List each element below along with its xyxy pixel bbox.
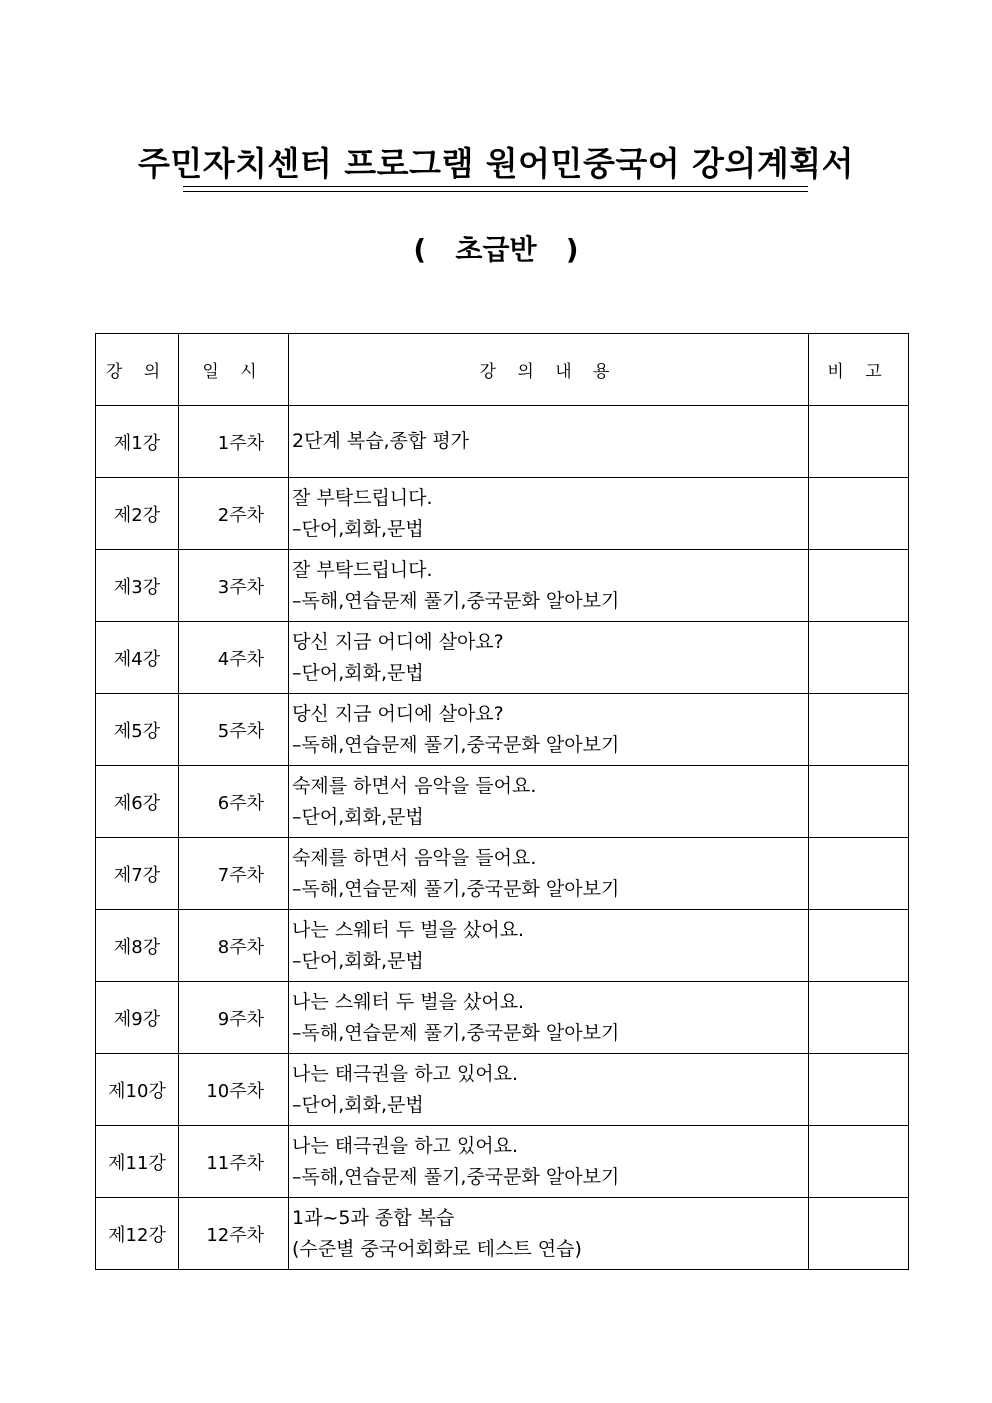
table-row	[96, 1198, 909, 1270]
lecture-content	[289, 1126, 809, 1198]
lecture-number: 제6강	[96, 766, 179, 838]
header-lecture: 강 의	[96, 334, 179, 406]
lecture-number: 제11강	[96, 1126, 179, 1198]
title-underline-secondary	[183, 191, 808, 192]
lecture-number: 제2강	[96, 478, 179, 550]
table-row	[96, 838, 909, 910]
lecture-content-line: –독해,연습문제 풀기,중국문화 알아보기	[292, 877, 620, 900]
lecture-number: 제4강	[96, 622, 179, 694]
lecture-plan-table	[95, 333, 909, 1270]
lecture-week: 3주차	[179, 550, 289, 622]
lecture-content-line: 잘 부탁드립니다.	[292, 486, 433, 509]
lecture-week: 6주차	[179, 766, 289, 838]
lecture-note	[809, 766, 909, 838]
lecture-week: 12주차	[179, 1198, 289, 1270]
title-underline	[183, 186, 808, 187]
lecture-content-line: –단어,회화,문법	[292, 805, 424, 828]
lecture-content	[289, 550, 809, 622]
lecture-week: 8주차	[179, 910, 289, 982]
lecture-content-line: 나는 태극권을 하고 있어요.	[292, 1134, 519, 1157]
lecture-content-line: –단어,회화,문법	[292, 517, 424, 540]
lecture-week: 9주차	[179, 982, 289, 1054]
header-note: 비 고	[809, 334, 909, 406]
lecture-note	[809, 1198, 909, 1270]
lecture-content-line: –독해,연습문제 풀기,중국문화 알아보기	[292, 589, 620, 612]
lecture-content	[289, 766, 809, 838]
lecture-content	[289, 1198, 809, 1270]
lecture-content-line: –독해,연습문제 풀기,중국문화 알아보기	[292, 1021, 620, 1044]
lecture-note	[809, 550, 909, 622]
lecture-content-line: 숙제를 하면서 음악을 들어요.	[292, 774, 537, 797]
lecture-content-line: –단어,회화,문법	[292, 1093, 424, 1116]
lecture-note	[809, 910, 909, 982]
lecture-note	[809, 406, 909, 478]
lecture-week: 1주차	[179, 406, 289, 478]
header-date: 일 시	[179, 334, 289, 406]
table-row	[96, 1126, 909, 1198]
lecture-content	[289, 622, 809, 694]
lecture-content-line: 당신 지금 어디에 살아요?	[292, 630, 504, 653]
table-row	[96, 766, 909, 838]
document-title: 주민자치센터 프로그램 원어민중국어 강의계획서	[138, 144, 854, 183]
lecture-content-line: –단어,회화,문법	[292, 949, 424, 972]
lecture-note	[809, 694, 909, 766]
lecture-number: 제1강	[96, 406, 179, 478]
document-subtitle: ( 초급반 )	[413, 233, 579, 266]
table-body	[96, 406, 909, 1270]
lecture-note	[809, 1126, 909, 1198]
header-content: 강 의 내 용	[289, 334, 809, 406]
lecture-content	[289, 838, 809, 910]
table-row	[96, 910, 909, 982]
lecture-content-line: 2단계 복습,종합 평가	[292, 430, 470, 452]
lecture-content	[289, 910, 809, 982]
lecture-number: 제5강	[96, 694, 179, 766]
lecture-number: 제3강	[96, 550, 179, 622]
lecture-content-line: (수준별 중국어회화로 테스트 연습)	[292, 1237, 582, 1260]
table-row	[96, 694, 909, 766]
lecture-content	[289, 694, 809, 766]
lecture-number: 제8강	[96, 910, 179, 982]
lecture-content-line: –독해,연습문제 풀기,중국문화 알아보기	[292, 733, 620, 756]
lecture-note	[809, 838, 909, 910]
lecture-week: 2주차	[179, 478, 289, 550]
table-row	[96, 478, 909, 550]
lecture-content-line: 숙제를 하면서 음악을 들어요.	[292, 846, 537, 869]
lecture-content-line: 나는 스웨터 두 벌을 샀어요.	[292, 918, 525, 941]
lecture-content	[289, 478, 809, 550]
lecture-content	[289, 982, 809, 1054]
lecture-content-line: 나는 스웨터 두 벌을 샀어요.	[292, 990, 525, 1013]
lecture-content	[289, 1054, 809, 1126]
table-row	[96, 1054, 909, 1126]
lecture-number: 제7강	[96, 838, 179, 910]
lecture-number: 제9강	[96, 982, 179, 1054]
lecture-week: 11주차	[179, 1126, 289, 1198]
lecture-content-line: 당신 지금 어디에 살아요?	[292, 702, 504, 725]
lecture-note	[809, 982, 909, 1054]
table-row	[96, 622, 909, 694]
lecture-week: 5주차	[179, 694, 289, 766]
lecture-content-line: 나는 태극권을 하고 있어요.	[292, 1062, 519, 1085]
lecture-content	[289, 406, 809, 478]
table-row	[96, 406, 909, 478]
lecture-content-line: –독해,연습문제 풀기,중국문화 알아보기	[292, 1165, 620, 1188]
lecture-week: 10주차	[179, 1054, 289, 1126]
lecture-note	[809, 478, 909, 550]
table-row	[96, 982, 909, 1054]
table-header-row	[96, 334, 909, 406]
table-row	[96, 550, 909, 622]
lecture-note	[809, 622, 909, 694]
lecture-content-line: 1과~5과 종합 복습	[292, 1206, 455, 1229]
lecture-number: 제12강	[96, 1198, 179, 1270]
lecture-note	[809, 1054, 909, 1126]
lecture-week: 4주차	[179, 622, 289, 694]
lecture-content-line: –단어,회화,문법	[292, 661, 424, 684]
lecture-content-line: 잘 부탁드립니다.	[292, 558, 433, 581]
lecture-number: 제10강	[96, 1054, 179, 1126]
lecture-week: 7주차	[179, 838, 289, 910]
